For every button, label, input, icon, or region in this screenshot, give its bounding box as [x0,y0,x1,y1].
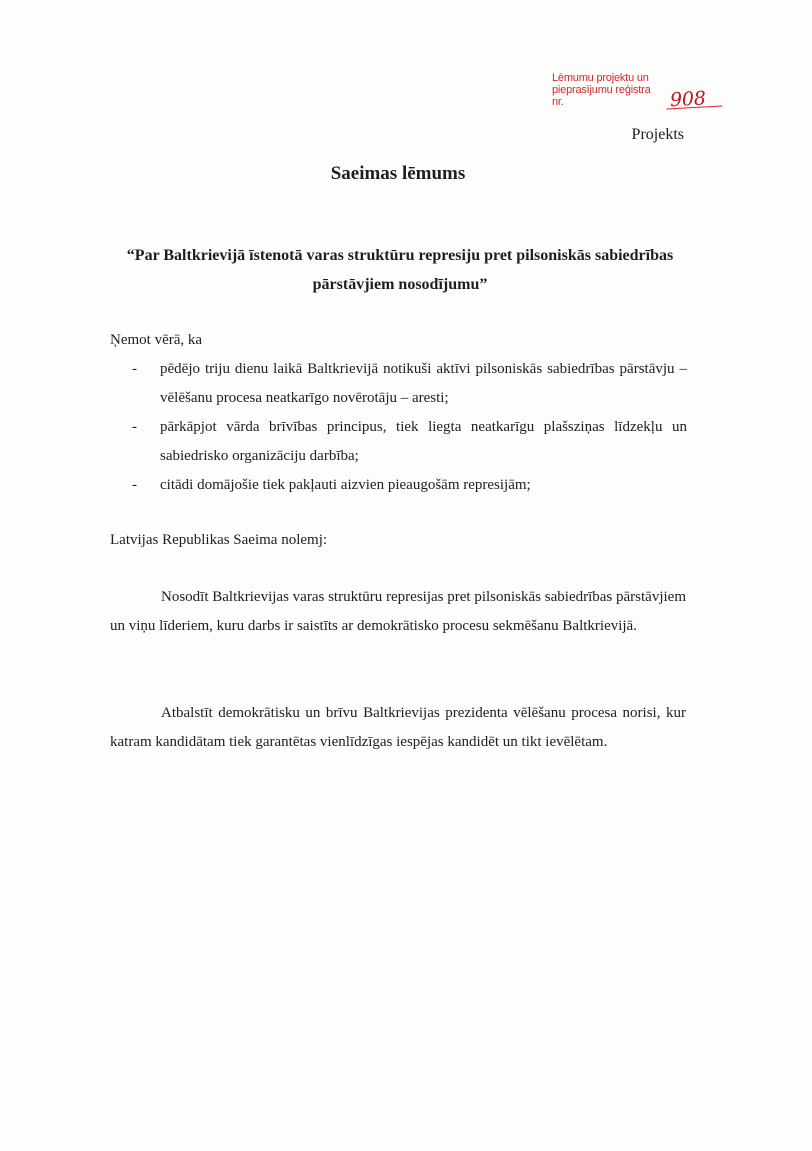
document-title: Saeimas lēmums [330,163,466,184]
list-item [132,471,687,500]
list-item [132,413,687,471]
registry-number: 908 [666,90,723,110]
decision-paragraph-1: Nosodīt Baltkrievijas varas struktūru represijas pret pilsoniskās sabiedrības pārstāvjiem un viņu līderiem, kuru darbs ir saistīts ar demokrātisko procesu sekmēšanu Baltkrievijā. [110,589,686,634]
decision-lead: Latvijas Republikas Saeima nolemj: [110,532,328,548]
list-item [132,355,687,413]
bullet-marker: - [132,419,137,435]
draft-status-label: Projekts [631,126,684,143]
list-item-text: pēdējo triju dienu laikā Baltkrievijā notikuši aktīvi pilsoniskās sabiedrības pārstāvju – vēlēšanu procesa neatkarīgo novērotāju – aresti; [160,361,687,406]
bullet-marker: - [132,477,137,493]
preamble-intro: Ņemot vērā, ka [110,332,203,348]
list-item-text: pārkāpjot vārda brīvības principus, tiek liegta neatkarīgu plašsziņas līdzekļu un sabiedrisko organizāciju darbība; [160,419,687,464]
stamp-line-2: pieprasījumu reģistra nr. [552,84,651,108]
document-subtitle: “Par Baltkrievijā īstenotā varas struktūru represiju pret pilsoniskās sabiedrības pārstāvjiem nosodījumu” [126,247,674,293]
stamp-line-2-row [552,84,722,112]
registry-stamp [552,72,722,112]
preamble-list [132,355,687,500]
bullet-marker: - [132,361,137,377]
decision-paragraph-2: Atbalstīt demokrātisku un brīvu Baltkrievijas prezidenta vēlēšanu procesa norisi, kur katram kandidātam tiek garantētas vienlīdzīgas iespējas kandidēt un tikt ievēlētam. [110,705,686,750]
list-item-text: citādi domājošie tiek pakļauti aizvien pieaugošām represijām; [160,477,531,493]
stamp-line-1: Lēmumu projektu un [552,72,649,84]
